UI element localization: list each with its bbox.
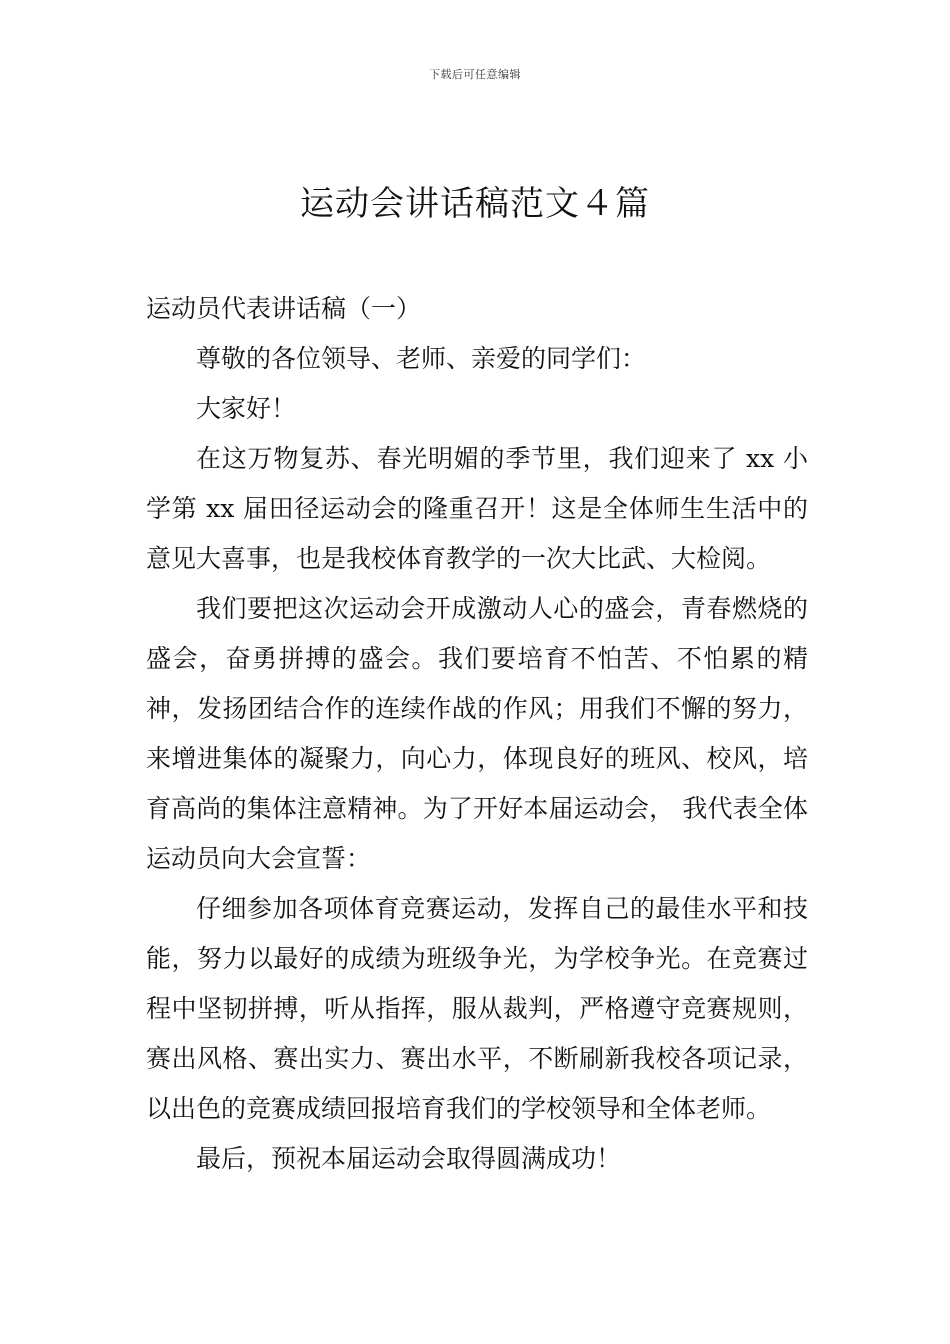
document-body — [146, 284, 808, 1184]
document-title: 运动会讲话稿范文４篇 — [300, 184, 650, 224]
salutation: 尊敬的各位领导、老师、亲爱的同学们： — [196, 344, 647, 373]
section-heading: 运动员代表讲话稿（一） — [146, 294, 422, 323]
closing-line: 最后，预祝本届运动会取得圆满成功！ — [196, 1144, 622, 1173]
paragraph-1: 在这万物复苏、春光明媚的季节里，我们迎来了 xx 小学第 xx 届田径运动会的隆重召开！这是全体师生生活中的意见大喜事，也是我校体育教学的一次大比武、大检阅。 — [146, 444, 808, 573]
header-note: 下载后可任意编辑 — [429, 68, 521, 81]
paragraph-3: 仔细参加各项体育竞赛运动，发挥自己的最佳水平和技能，努力以最好的成绩为班级争光，为学校争光。在竞赛过程中坚韧拼搏，听从指挥，服从裁判，严格遵守竞赛规则，赛出风格、赛出实力、赛出水平，不断刷新我校各项记录，以出色的竞赛成绩回报培育我们的学校领导和全体老师。 — [146, 894, 808, 1123]
greeting: 大家好！ — [196, 394, 297, 423]
paragraph-2: 我们要把这次运动会开成激动人心的盛会，青春燃烧的盛会，奋勇拼搏的盛会。我们要培育不怕苦、不怕累的精神，发扬团结合作的连续作战的作风；用我们不懈的努力，来增进集体的凝聚力，向心力，体现良好的班风、校风，培育高尚的集体注意精神。为了开好本届运动会， 我代表全体运动员向大会宣誓： — [146, 594, 808, 873]
